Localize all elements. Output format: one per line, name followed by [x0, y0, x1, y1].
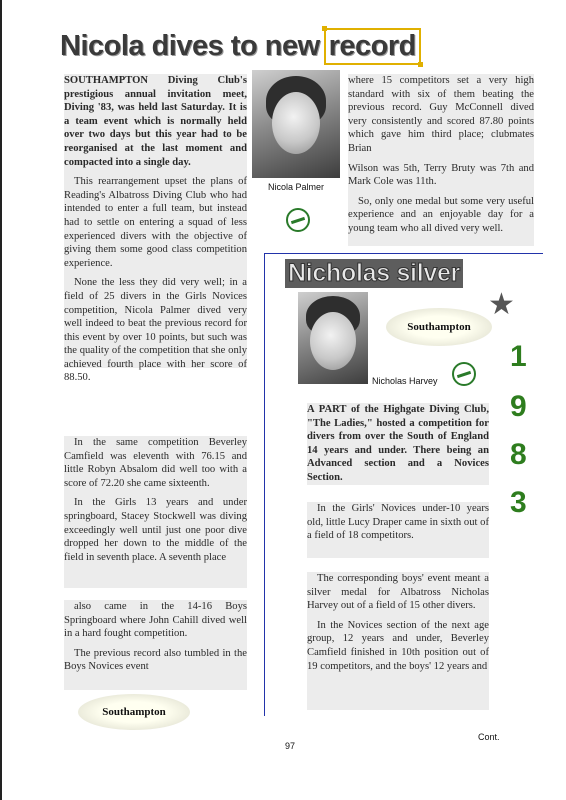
photo-face — [310, 312, 356, 370]
left-paragraph-3: None the less they did very well; in a field of 25 divers in the Girls Novices competition, Nicola Palmer dived very well indeed to beat the previous record for this event by over 10 points, but such was the quality of the competition that she only achieved fourth place with her score of 88.50. — [64, 277, 247, 384]
left-article-column-lower — [64, 436, 247, 588]
year-digit-4: 3 — [510, 486, 527, 519]
right-paragraph-2: Wilson was 5th, Terry Bruty was 7th and Mark Cole was 11th. — [348, 162, 534, 188]
nicholas-article-body — [307, 502, 489, 558]
left-paragraph-2: This rearrangement upset the plans of Reading's Albatross Diving Club who had intended to enter a full team, but instead had to settle on entering a squad of less experienced divers with the objective of giving them some good class competition experience. — [64, 176, 247, 269]
left-paragraph-1: SOUTHAMPTON Diving Club's prestigious annual invitation meet, Diving '83, was held last Saturday. It is a team event which is normally held over two days but this year had to be reorganised at the last moment and compacted into a single day. — [64, 75, 247, 168]
photo-face — [272, 92, 320, 154]
southampton-badge-bottom: Southampton — [78, 694, 190, 730]
section-border-top — [264, 253, 543, 254]
right-paragraph-1: where 15 competitors set a very high standard with six of them beating the previous record. Guy McConnell dived very consistently and scored 87.80 points which gave him third place; clubmates Brian — [348, 75, 534, 154]
nicholas-silver-headline: Nicholas silver — [285, 259, 463, 288]
nicholas-harvey-photo — [298, 292, 368, 384]
nicholas-paragraph-2: In the Girls' Novices under-10 years old, little Lucy Draper came in sixth out of a field of 18 competitors. — [307, 503, 489, 542]
left-paragraph-7: The previous record also tumbled in the Boys Novices event — [64, 647, 247, 673]
continued-label[interactable]: Cont. — [478, 732, 500, 742]
nicholas-article-lead — [307, 403, 489, 485]
headline-text: Nicola dives to new — [60, 30, 320, 62]
nicholas-paragraph-3: The corresponding boys' event meant a silver medal for Albatross Nicholas Harvey out of a field of 15 other divers. — [307, 573, 489, 612]
southampton-badge-top: Southampton — [386, 308, 492, 346]
year-digit-2: 9 — [510, 390, 527, 423]
right-article-column — [348, 74, 534, 246]
nicholas-caption: Nicholas Harvey — [372, 376, 438, 386]
nicholas-paragraph-1: A PART of the Highgate Diving Club, "The Ladies," hosted a competition for divers from over the South of England 14 years and under. There being an Advanced section and a Novices Section. — [307, 404, 489, 483]
article-headline — [60, 28, 421, 65]
nicholas-paragraph-4: In the Novices section of the next age group, 12 years and under, Beverley Camfield finished in 10th position out of 19 competitors, and the boys' 12 years and — [307, 619, 489, 672]
left-paragraph-5: In the Girls 13 years and under springboard, Stacey Stockwell was diving exceedingly well until just one poor dive dropped her down to the middle of the field in seventh place. A seventh place — [64, 497, 247, 563]
club-logo-icon — [452, 362, 476, 386]
left-paragraph-4: In the same competition Beverley Camfield was eleventh with 76.15 and little Robyn Absalom did well too with a score of 72.20 she came sixteenth. — [64, 437, 247, 489]
headline-highlight-word[interactable]: record — [324, 28, 421, 65]
section-border-left — [264, 253, 265, 716]
nicola-palmer-photo — [252, 70, 340, 178]
nicholas-article-continued — [307, 572, 489, 710]
year-digit-1: 1 — [510, 340, 527, 373]
left-article-column-bottom — [64, 600, 247, 690]
year-digit-3: 8 — [510, 438, 527, 471]
left-paragraph-6: also came in the 14-16 Boys Springboard where John Cahill dived well in a hard fought competition. — [64, 601, 247, 640]
nicola-caption: Nicola Palmer — [268, 182, 325, 192]
right-paragraph-3: So, only one medal but some very useful experience and an enjoyable day for a young team who all dived very well. — [348, 195, 534, 234]
page-number: 97 — [285, 741, 296, 751]
club-logo-icon — [286, 208, 310, 232]
left-article-column — [64, 74, 247, 384]
star-icon: ★ — [488, 288, 515, 321]
